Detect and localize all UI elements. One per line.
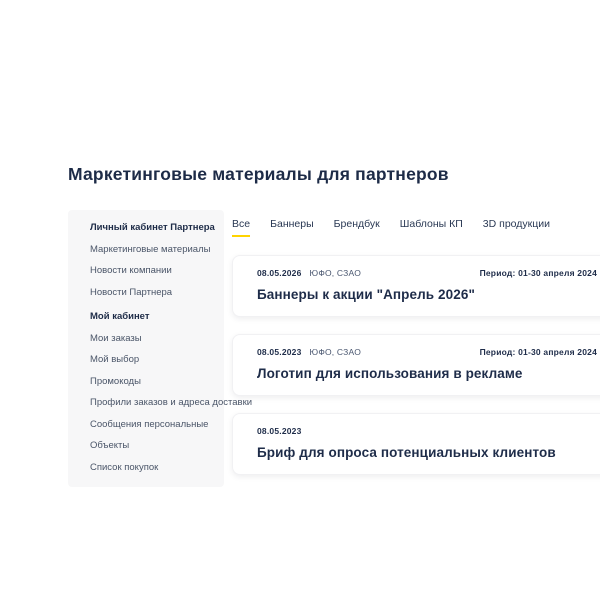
sidebar-item[interactable]: Новости компании — [90, 265, 172, 277]
material-card[interactable] — [232, 334, 600, 396]
sidebar-section — [90, 217, 224, 303]
card-date: 08.05.2023 — [257, 426, 302, 436]
card-tags: ЮФО, СЗАО — [309, 268, 362, 278]
card-date: 08.05.2023 — [257, 347, 302, 357]
tabs-bar — [232, 218, 600, 237]
sidebar-item[interactable]: Список покупок — [90, 461, 159, 473]
card-title[interactable]: Бриф для опроса потенциальных клиентов — [257, 445, 556, 460]
material-card[interactable] — [232, 413, 600, 475]
material-card[interactable] — [232, 255, 600, 317]
tab[interactable]: 3D продукции — [482, 218, 550, 230]
sidebar-item[interactable]: Новости Партнера — [90, 286, 173, 298]
page-title: Маркетинговые материалы для партнеров — [68, 164, 449, 184]
sidebar-item[interactable]: Сообщения персональные — [90, 418, 209, 430]
card-title[interactable]: Логотип для использования в рекламе — [257, 366, 523, 381]
card-period: Период: 01-30 апреля 2024 — [479, 268, 597, 278]
tab[interactable]: Все — [232, 218, 250, 237]
sidebar-item[interactable]: Профили заказов и адреса доставки — [90, 397, 253, 409]
tab[interactable]: Баннеры — [270, 218, 314, 230]
sidebar-item[interactable]: Мои заказы — [90, 332, 142, 344]
card-meta — [257, 347, 597, 357]
sidebar-section-header: Личный кабинет Партнера — [90, 222, 215, 234]
sidebar-item[interactable]: Маркетинговые материалы — [90, 243, 211, 255]
sidebar-section — [90, 306, 253, 478]
main-content — [232, 218, 600, 475]
card-meta — [257, 426, 597, 436]
card-date: 08.05.2026 — [257, 268, 302, 278]
card-meta — [257, 268, 597, 278]
tab[interactable]: Шаблоны КП — [399, 218, 463, 230]
sidebar-item[interactable]: Промокоды — [90, 375, 141, 387]
card-period: Период: 01-30 апреля 2024 — [479, 347, 597, 357]
tab[interactable]: Брендбук — [333, 218, 380, 230]
card-title[interactable]: Баннеры к акции "Апрель 2026" — [257, 287, 475, 302]
sidebar-section-header: Мой кабинет — [90, 311, 150, 323]
sidebar-item[interactable]: Мой выбор — [90, 354, 140, 366]
card-tags: ЮФО, СЗАО — [309, 347, 362, 357]
materials-list — [232, 255, 600, 475]
sidebar-item[interactable]: Объекты — [90, 440, 130, 452]
